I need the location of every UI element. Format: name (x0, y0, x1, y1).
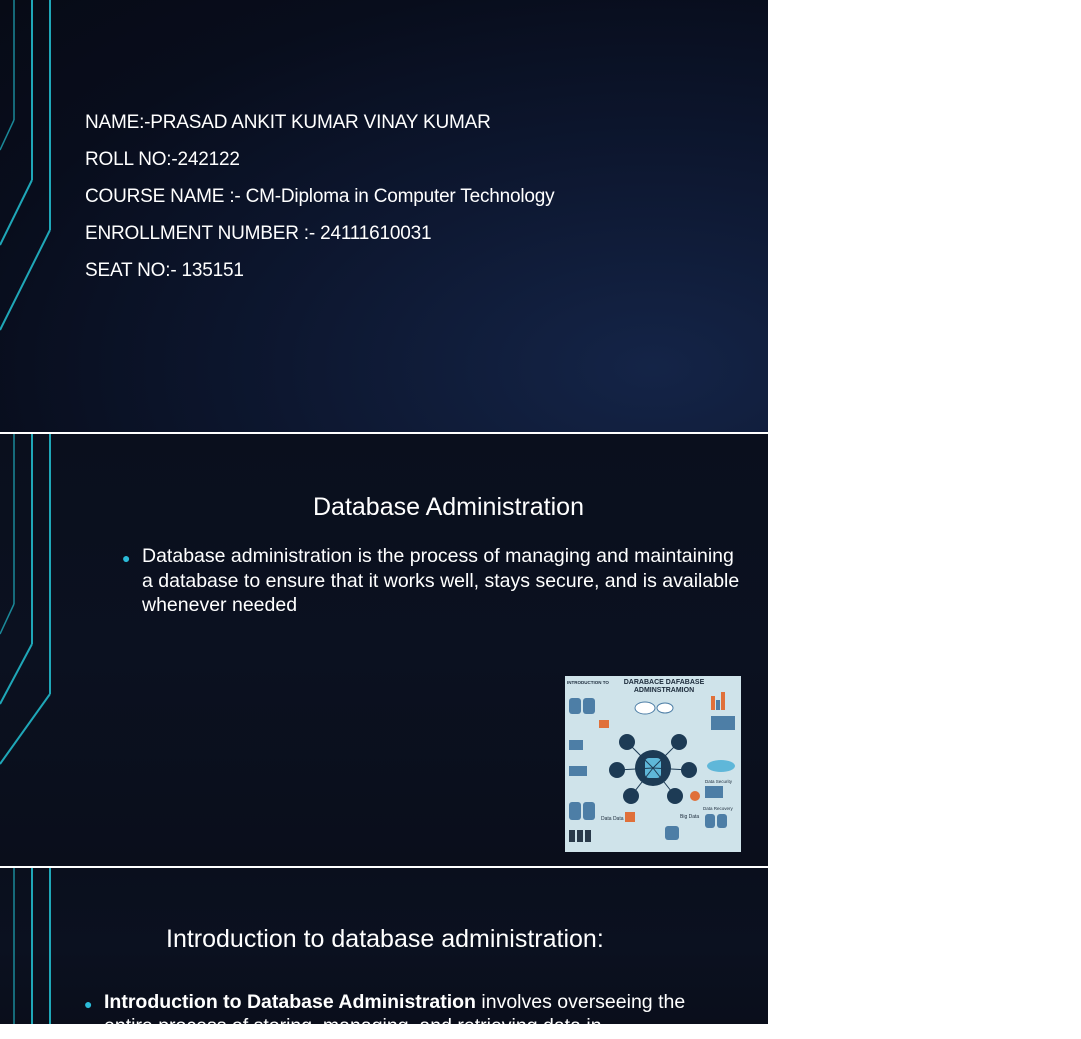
roll-number: ROLL NO:-242122 (85, 149, 240, 170)
slide-title: Database Administration (313, 493, 584, 521)
enrollment-number: ENROLLMENT NUMBER :- 24111610031 (85, 223, 432, 244)
bullet-rest-text: involves overseeing the (475, 991, 686, 1013)
bullet-text: Database administration is the process of managing and maintaining a database to ensure that it works well, stays secure, and is available whenever needed (142, 545, 740, 616)
infographic-label-data: Data Data (601, 816, 624, 822)
bullet-icon: ● (84, 996, 93, 1012)
bullet-text-line-2: entire process of storing, managing, and retrieving data in (104, 1015, 602, 1037)
decorative-lines (0, 434, 60, 866)
bullet-bold-text: Introduction to Database Administration (104, 991, 476, 1013)
infographic-graphic (565, 676, 741, 852)
infographic-label-recovery: Data Recovery (703, 806, 733, 811)
infographic-label-security: Data Security (705, 779, 733, 784)
course-name: COURSE NAME :- CM-Diploma in Computer Technology (85, 186, 555, 207)
infographic-title: DARABACE DAFABASE ADMINSTRAMION (623, 679, 705, 694)
slide-title: Introduction to database administration: (166, 925, 604, 953)
decorative-lines (0, 0, 60, 432)
slide-3 (0, 868, 768, 1037)
slide-2 (0, 434, 768, 866)
database-administration-infographic (565, 676, 741, 852)
bullet-icon: ● (122, 550, 131, 566)
seat-number: SEAT NO:- 135151 (85, 260, 244, 281)
student-name: NAME:-PRASAD ANKIT KUMAR VINAY KUMAR (85, 112, 491, 133)
infographic-corner-label: INTRODUCTION TO (567, 680, 609, 685)
infographic-label-big-data: Big Data (680, 814, 700, 820)
bullet-text (104, 990, 744, 1015)
slide-1 (0, 0, 768, 432)
